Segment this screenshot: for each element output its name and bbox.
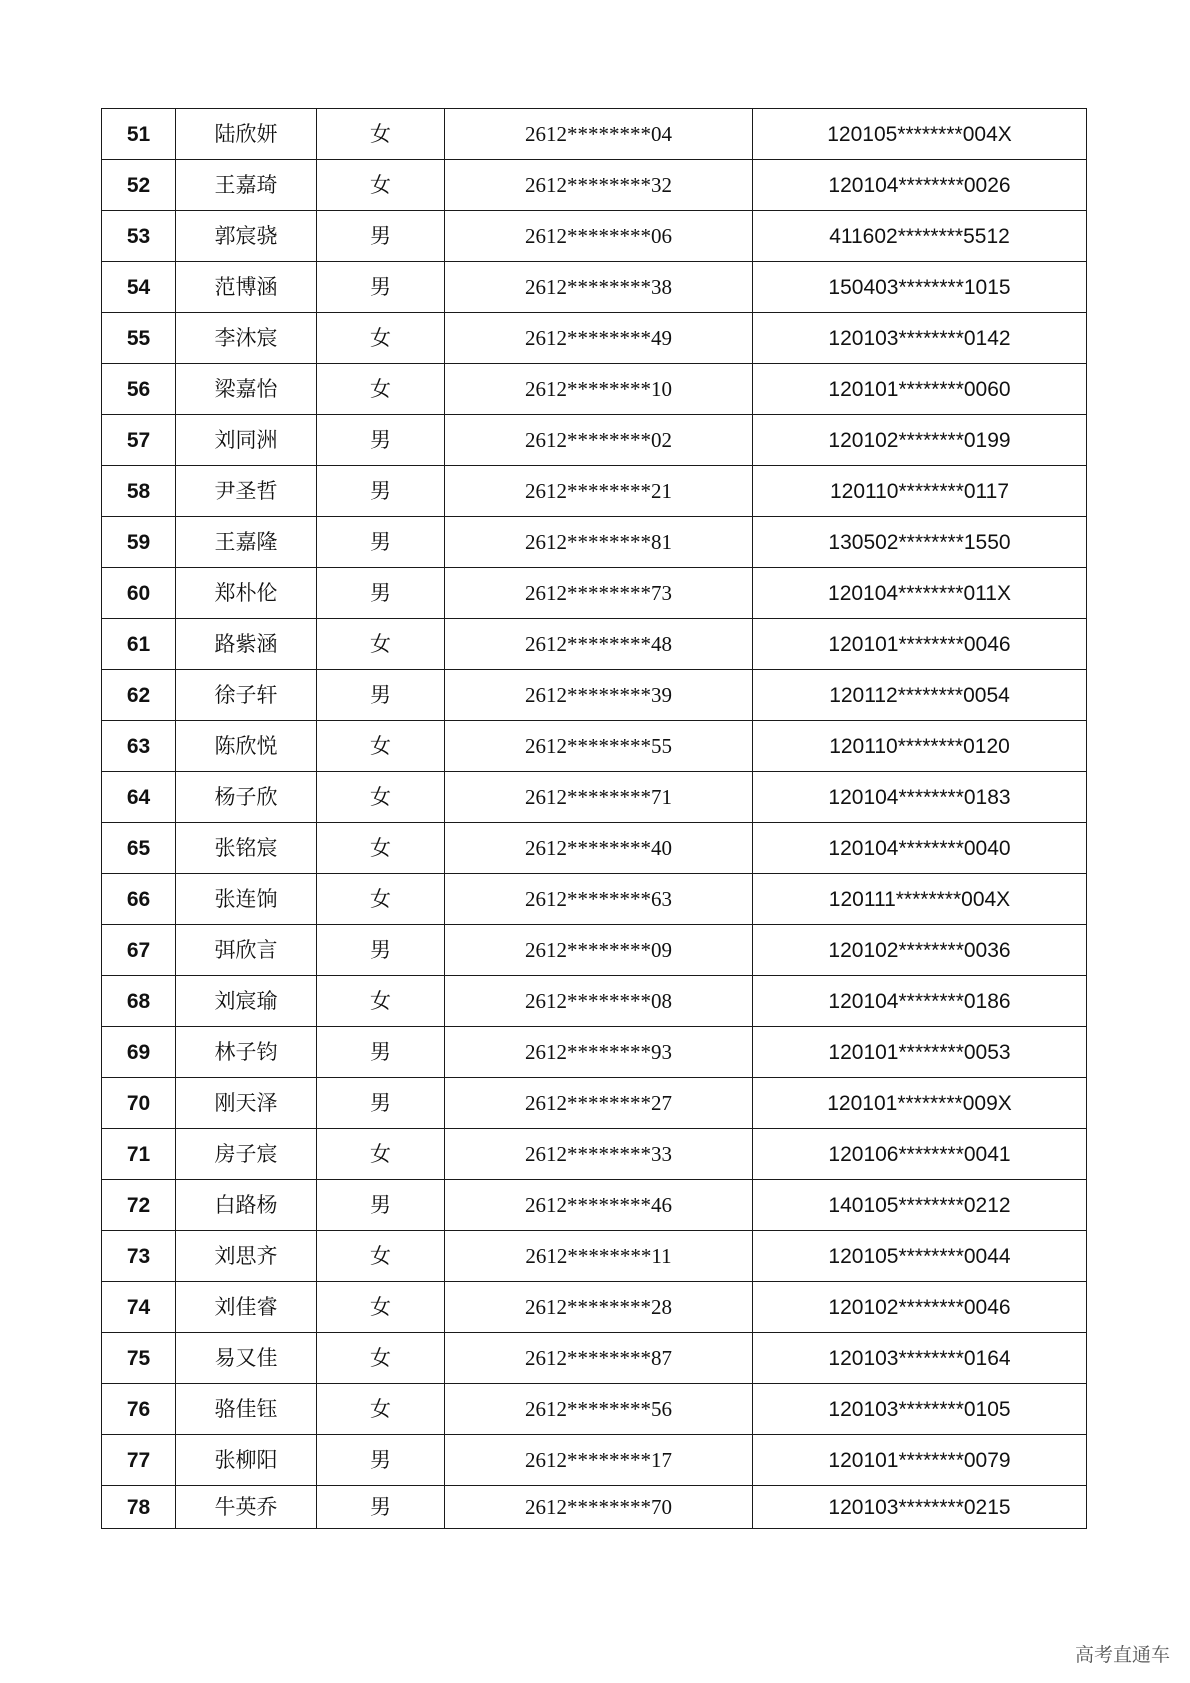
roster-body	[102, 109, 1087, 1529]
exam-number-cell: 2612********04	[445, 109, 753, 160]
exam-number-cell: 2612********21	[445, 466, 753, 517]
watermark-text: 高考直通车	[1074, 1644, 1170, 1666]
gender-cell: 男	[317, 1435, 445, 1486]
row-number-cell: 60	[102, 568, 176, 619]
student-name-cell: 张连饷	[176, 874, 317, 925]
exam-number-cell: 2612********55	[445, 721, 753, 772]
student-name-cell: 弭欣言	[176, 925, 317, 976]
gender-cell: 女	[317, 976, 445, 1027]
gender-cell: 女	[317, 1384, 445, 1435]
id-number-cell: 120104********0026	[753, 160, 1087, 211]
table-row	[102, 109, 1087, 160]
id-number-cell: 120105********0044	[753, 1231, 1087, 1282]
exam-number-cell: 2612********81	[445, 517, 753, 568]
table-row	[102, 1435, 1087, 1486]
exam-number-cell: 2612********33	[445, 1129, 753, 1180]
id-number-cell: 120103********0164	[753, 1333, 1087, 1384]
row-number-cell: 61	[102, 619, 176, 670]
table-row	[102, 874, 1087, 925]
exam-number-cell: 2612********63	[445, 874, 753, 925]
student-name-cell: 易又佳	[176, 1333, 317, 1384]
exam-number-cell: 2612********02	[445, 415, 753, 466]
exam-number-cell: 2612********40	[445, 823, 753, 874]
row-number-cell: 55	[102, 313, 176, 364]
gender-cell: 女	[317, 109, 445, 160]
exam-number-cell: 2612********49	[445, 313, 753, 364]
row-number-cell: 64	[102, 772, 176, 823]
student-name-cell: 张铭宸	[176, 823, 317, 874]
table-row	[102, 262, 1087, 313]
table-row	[102, 1333, 1087, 1384]
student-name-cell: 白路杨	[176, 1180, 317, 1231]
table-row	[102, 823, 1087, 874]
gender-cell: 女	[317, 874, 445, 925]
exam-number-cell: 2612********87	[445, 1333, 753, 1384]
table-row	[102, 1486, 1087, 1529]
student-name-cell: 林子钧	[176, 1027, 317, 1078]
student-name-cell: 王嘉隆	[176, 517, 317, 568]
row-number-cell: 78	[102, 1486, 176, 1529]
row-number-cell: 63	[102, 721, 176, 772]
row-number-cell: 68	[102, 976, 176, 1027]
table-row	[102, 976, 1087, 1027]
row-number-cell: 72	[102, 1180, 176, 1231]
exam-number-cell: 2612********48	[445, 619, 753, 670]
row-number-cell: 57	[102, 415, 176, 466]
row-number-cell: 51	[102, 109, 176, 160]
exam-number-cell: 2612********46	[445, 1180, 753, 1231]
exam-number-cell: 2612********28	[445, 1282, 753, 1333]
roster-sheet	[101, 108, 1086, 1529]
id-number-cell: 120101********0046	[753, 619, 1087, 670]
id-number-cell: 120102********0046	[753, 1282, 1087, 1333]
gender-cell: 男	[317, 466, 445, 517]
student-name-cell: 梁嘉怡	[176, 364, 317, 415]
row-number-cell: 70	[102, 1078, 176, 1129]
exam-number-cell: 2612********56	[445, 1384, 753, 1435]
id-number-cell: 120110********0117	[753, 466, 1087, 517]
row-number-cell: 54	[102, 262, 176, 313]
row-number-cell: 74	[102, 1282, 176, 1333]
gender-cell: 男	[317, 262, 445, 313]
gender-cell: 女	[317, 619, 445, 670]
row-number-cell: 65	[102, 823, 176, 874]
student-name-cell: 郭宸骁	[176, 211, 317, 262]
id-number-cell: 120101********0053	[753, 1027, 1087, 1078]
table-row	[102, 160, 1087, 211]
id-number-cell: 120105********004X	[753, 109, 1087, 160]
gender-cell: 女	[317, 721, 445, 772]
table-row	[102, 772, 1087, 823]
student-name-cell: 张柳阳	[176, 1435, 317, 1486]
student-name-cell: 徐子轩	[176, 670, 317, 721]
table-row	[102, 517, 1087, 568]
gender-cell: 男	[317, 1180, 445, 1231]
table-row	[102, 925, 1087, 976]
student-name-cell: 范博涵	[176, 262, 317, 313]
gender-cell: 男	[317, 211, 445, 262]
id-number-cell: 120102********0199	[753, 415, 1087, 466]
student-name-cell: 王嘉琦	[176, 160, 317, 211]
gender-cell: 女	[317, 772, 445, 823]
exam-number-cell: 2612********73	[445, 568, 753, 619]
row-number-cell: 73	[102, 1231, 176, 1282]
table-row	[102, 1282, 1087, 1333]
gender-cell: 女	[317, 1129, 445, 1180]
row-number-cell: 69	[102, 1027, 176, 1078]
exam-number-cell: 2612********11	[445, 1231, 753, 1282]
table-row	[102, 415, 1087, 466]
table-row	[102, 619, 1087, 670]
table-row	[102, 1027, 1087, 1078]
student-name-cell: 刘佳睿	[176, 1282, 317, 1333]
table-row	[102, 1129, 1087, 1180]
gender-cell: 女	[317, 823, 445, 874]
student-name-cell: 尹圣哲	[176, 466, 317, 517]
exam-number-cell: 2612********32	[445, 160, 753, 211]
id-number-cell: 120110********0120	[753, 721, 1087, 772]
exam-number-cell: 2612********38	[445, 262, 753, 313]
gender-cell: 女	[317, 313, 445, 364]
student-name-cell: 陈欣悦	[176, 721, 317, 772]
id-number-cell: 140105********0212	[753, 1180, 1087, 1231]
id-number-cell: 120104********011X	[753, 568, 1087, 619]
row-number-cell: 77	[102, 1435, 176, 1486]
id-number-cell: 120103********0215	[753, 1486, 1087, 1529]
exam-number-cell: 2612********93	[445, 1027, 753, 1078]
table-row	[102, 313, 1087, 364]
table-row	[102, 1384, 1087, 1435]
row-number-cell: 56	[102, 364, 176, 415]
id-number-cell: 120104********0186	[753, 976, 1087, 1027]
exam-number-cell: 2612********71	[445, 772, 753, 823]
id-number-cell: 120106********0041	[753, 1129, 1087, 1180]
id-number-cell: 411602********5512	[753, 211, 1087, 262]
gender-cell: 女	[317, 160, 445, 211]
gender-cell: 男	[317, 925, 445, 976]
row-number-cell: 71	[102, 1129, 176, 1180]
row-number-cell: 53	[102, 211, 176, 262]
exam-number-cell: 2612********70	[445, 1486, 753, 1529]
id-number-cell: 120103********0142	[753, 313, 1087, 364]
exam-number-cell: 2612********09	[445, 925, 753, 976]
exam-number-cell: 2612********08	[445, 976, 753, 1027]
table-row	[102, 211, 1087, 262]
row-number-cell: 62	[102, 670, 176, 721]
exam-number-cell: 2612********06	[445, 211, 753, 262]
id-number-cell: 120103********0105	[753, 1384, 1087, 1435]
id-number-cell: 120102********0036	[753, 925, 1087, 976]
row-number-cell: 66	[102, 874, 176, 925]
student-name-cell: 刘思齐	[176, 1231, 317, 1282]
id-number-cell: 130502********1550	[753, 517, 1087, 568]
table-row	[102, 1180, 1087, 1231]
gender-cell: 女	[317, 1282, 445, 1333]
student-name-cell: 陆欣妍	[176, 109, 317, 160]
exam-number-cell: 2612********17	[445, 1435, 753, 1486]
id-number-cell: 120101********0079	[753, 1435, 1087, 1486]
id-number-cell: 150403********1015	[753, 262, 1087, 313]
student-name-cell: 刘同洲	[176, 415, 317, 466]
exam-number-cell: 2612********39	[445, 670, 753, 721]
exam-number-cell: 2612********10	[445, 364, 753, 415]
id-number-cell: 120104********0040	[753, 823, 1087, 874]
student-name-cell: 骆佳钰	[176, 1384, 317, 1435]
id-number-cell: 120101********009X	[753, 1078, 1087, 1129]
student-name-cell: 杨子欣	[176, 772, 317, 823]
row-number-cell: 67	[102, 925, 176, 976]
id-number-cell: 120112********0054	[753, 670, 1087, 721]
gender-cell: 男	[317, 670, 445, 721]
table-row	[102, 1078, 1087, 1129]
student-roster-table	[101, 108, 1087, 1529]
gender-cell: 女	[317, 1231, 445, 1282]
row-number-cell: 76	[102, 1384, 176, 1435]
row-number-cell: 58	[102, 466, 176, 517]
student-name-cell: 刘宸瑜	[176, 976, 317, 1027]
table-row	[102, 364, 1087, 415]
student-name-cell: 牛英乔	[176, 1486, 317, 1529]
student-name-cell: 路紫涵	[176, 619, 317, 670]
row-number-cell: 52	[102, 160, 176, 211]
student-name-cell: 郑朴伦	[176, 568, 317, 619]
gender-cell: 女	[317, 364, 445, 415]
row-number-cell: 75	[102, 1333, 176, 1384]
id-number-cell: 120111********004X	[753, 874, 1087, 925]
gender-cell: 男	[317, 415, 445, 466]
student-name-cell: 刚天泽	[176, 1078, 317, 1129]
table-row	[102, 568, 1087, 619]
id-number-cell: 120101********0060	[753, 364, 1087, 415]
gender-cell: 男	[317, 1486, 445, 1529]
exam-number-cell: 2612********27	[445, 1078, 753, 1129]
row-number-cell: 59	[102, 517, 176, 568]
student-name-cell: 李沐宸	[176, 313, 317, 364]
table-row	[102, 670, 1087, 721]
id-number-cell: 120104********0183	[753, 772, 1087, 823]
gender-cell: 男	[317, 1078, 445, 1129]
table-row	[102, 1231, 1087, 1282]
gender-cell: 男	[317, 1027, 445, 1078]
gender-cell: 男	[317, 568, 445, 619]
gender-cell: 女	[317, 1333, 445, 1384]
table-row	[102, 721, 1087, 772]
gender-cell: 男	[317, 517, 445, 568]
table-row	[102, 466, 1087, 517]
student-name-cell: 房子宸	[176, 1129, 317, 1180]
